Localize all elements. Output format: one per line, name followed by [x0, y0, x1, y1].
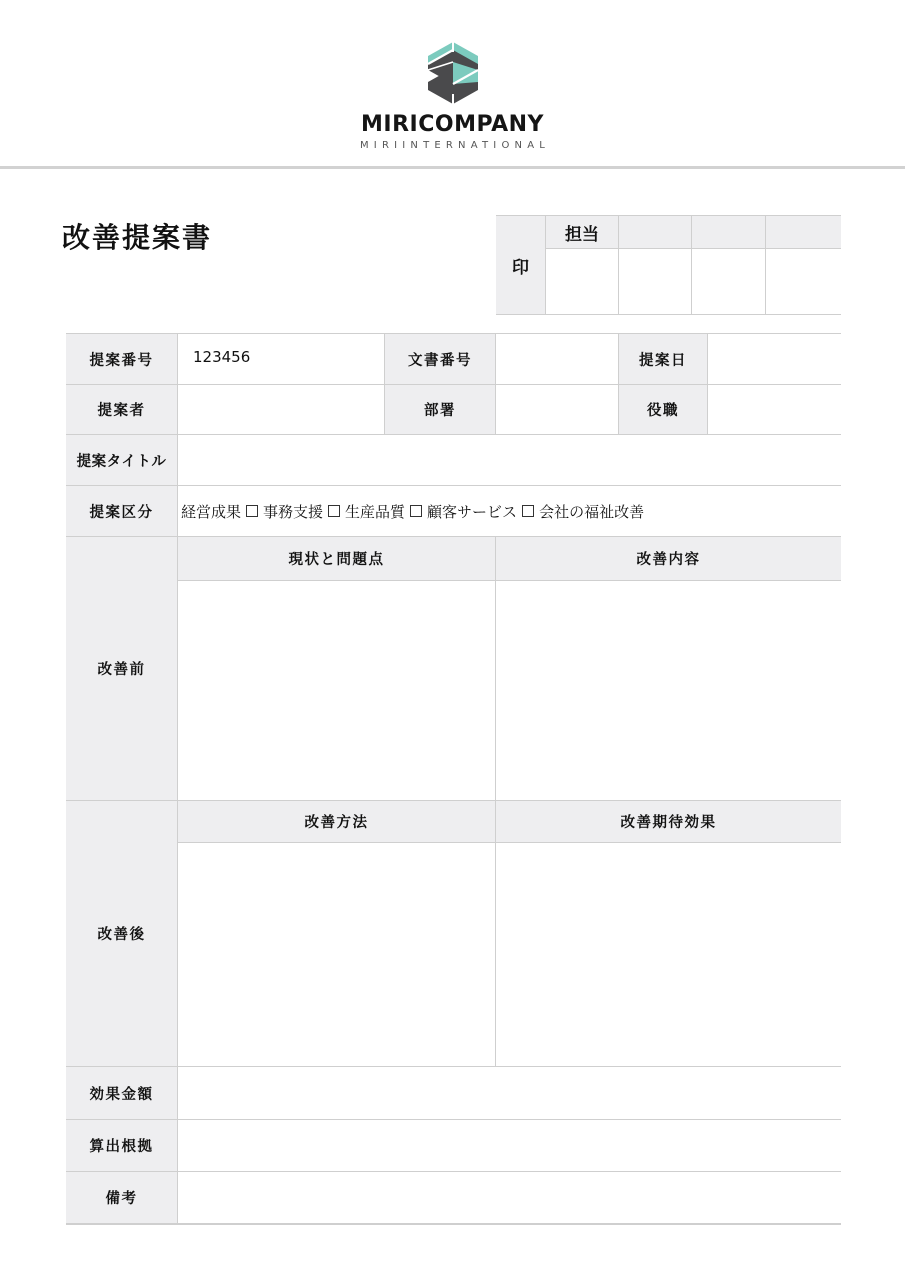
- form-section-before: [66, 536, 841, 800]
- remarks-field[interactable]: [178, 1172, 841, 1223]
- category-option-office-support: 事務支援: [263, 502, 324, 521]
- stamp-slot-3[interactable]: [691, 249, 765, 314]
- improvement-method-header: 改善方法: [178, 801, 495, 843]
- proposal-category-options: [178, 486, 841, 536]
- form-row-proposer: [66, 384, 841, 434]
- effect-amount-label: 効果金額: [66, 1067, 178, 1119]
- proposal-category-label: 提案区分: [66, 486, 178, 536]
- calc-basis-field[interactable]: [178, 1120, 841, 1171]
- stamp-header-charge: 担当: [545, 216, 618, 249]
- document-number-field[interactable]: [496, 334, 618, 384]
- effect-amount-field[interactable]: [178, 1067, 841, 1119]
- checkbox-customer-service[interactable]: [410, 505, 422, 517]
- calc-basis-label: 算出根拠: [66, 1120, 178, 1171]
- form-row-numbers: [66, 333, 841, 384]
- stamp-header-4: [765, 216, 841, 249]
- expected-effect-header: 改善期待効果: [495, 801, 841, 843]
- stamp-header-2: [618, 216, 691, 249]
- position-field[interactable]: [708, 385, 841, 434]
- checkbox-production-quality[interactable]: [328, 505, 340, 517]
- category-option-production-quality: 生産品質: [345, 502, 406, 521]
- proposal-title-label: 提案タイトル: [66, 435, 178, 485]
- proposal-number-label: 提案番号: [66, 334, 178, 384]
- proposer-field[interactable]: [178, 385, 384, 434]
- stamp-slot-4[interactable]: [765, 249, 841, 314]
- position-label: 役職: [618, 385, 708, 434]
- improvement-content-field[interactable]: [495, 581, 841, 801]
- document-number-label: 文書番号: [384, 334, 496, 384]
- before-label: 改善前: [66, 537, 178, 800]
- proposal-title-field[interactable]: [178, 435, 841, 485]
- category-option-management: 経営成果: [181, 502, 242, 521]
- proposal-date-field[interactable]: [708, 334, 841, 384]
- improvement-content-header: 改善内容: [495, 537, 841, 581]
- category-option-welfare: 会社の福祉改善: [539, 502, 645, 521]
- page-title: 改善提案書: [62, 221, 213, 254]
- category-option-customer-service: 顧客サービス: [427, 502, 518, 521]
- form-row-title: [66, 434, 841, 485]
- form-row-category: [66, 485, 841, 536]
- checkbox-office-support[interactable]: [246, 505, 258, 517]
- form-section-after: [66, 800, 841, 1066]
- improvement-method-field[interactable]: [178, 843, 495, 1067]
- current-issues-header: 現状と問題点: [178, 537, 495, 581]
- proposal-date-label: 提案日: [618, 334, 708, 384]
- company-subtitle: MIRIINTERNATIONAL: [359, 140, 551, 151]
- form-row-calc-basis: [66, 1119, 841, 1171]
- proposal-number-field[interactable]: 123456: [178, 334, 384, 384]
- form-row-remarks: [66, 1171, 841, 1225]
- form-row-effect-amount: [66, 1066, 841, 1119]
- after-label: 改善後: [66, 801, 178, 1066]
- stamp-slot-2[interactable]: [618, 249, 691, 314]
- checkbox-welfare[interactable]: [522, 505, 534, 517]
- company-logo: [0, 40, 905, 153]
- proposer-label: 提案者: [66, 385, 178, 434]
- header-divider: [0, 166, 905, 169]
- stamp-slot-charge[interactable]: [545, 249, 618, 314]
- stamp-header-3: [691, 216, 765, 249]
- remarks-label: 備考: [66, 1172, 178, 1223]
- company-name: MIRICOMPANY: [361, 112, 544, 137]
- approval-stamp-box: [496, 215, 841, 315]
- current-issues-field[interactable]: [178, 581, 495, 801]
- expected-effect-field[interactable]: [495, 843, 841, 1067]
- department-label: 部署: [384, 385, 496, 434]
- hexagon-logo-icon: [422, 40, 484, 106]
- seal-label: 印: [496, 216, 545, 314]
- department-field[interactable]: [496, 385, 618, 434]
